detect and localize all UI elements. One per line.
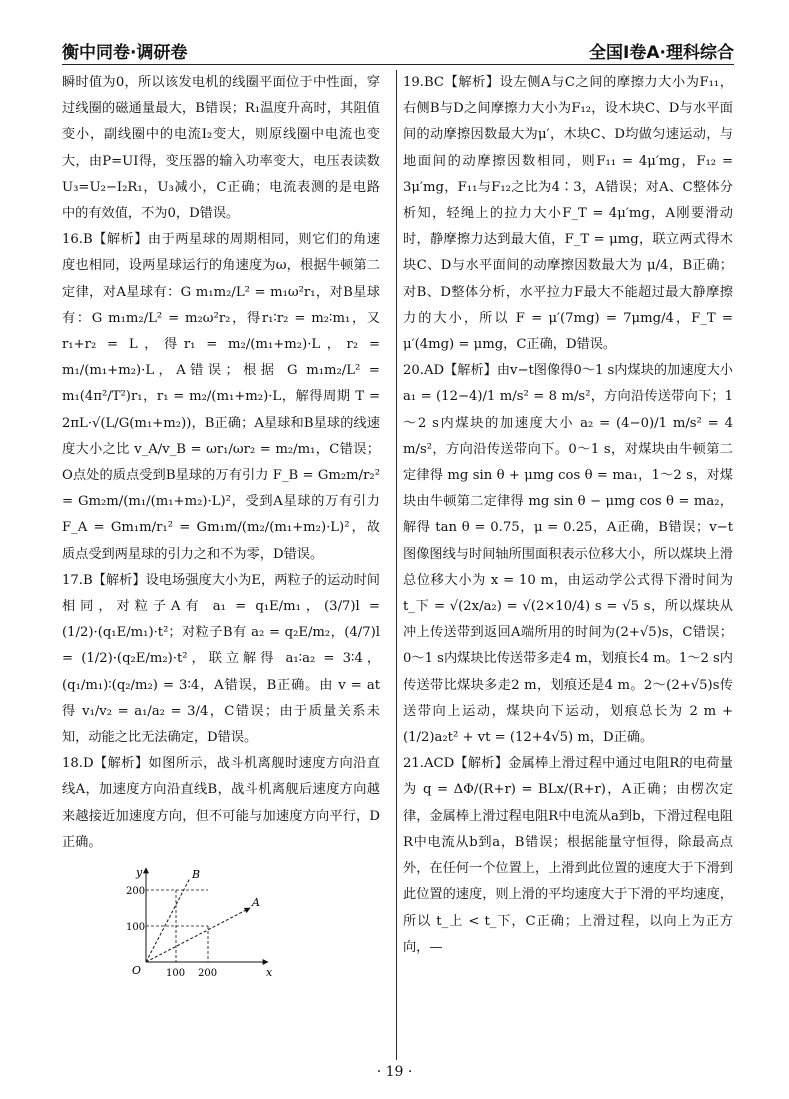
line-a-label: A <box>252 896 260 910</box>
q20-solution: 20.AD【解析】由v−t图像得0～1 s内煤块的加速度大小 a₁ = (12−4)/1 m/s² = 8 m/s²，方向沿传送带向下；1～2 s内煤块的加速度大小 a₂ = (4−0)/1 m/s² = 4 m/s²，方向沿传送带向下。0～1 s，对煤块由牛顿第二定律得 mg sin θ + μmg cos θ = ma₁，1～2 s，对煤块由牛顿第二定律得 mg sin θ − μmg cos θ = ma₂，解得 tan θ = 0.75，μ = 0.25，A正确，B错误；v−t图像图线与时间轴所围面积表示位移大小，所以煤块上滑总位移大小为 x = 10 m，由运动学公式得下滑时间为 t_下 = √(2x/a₂) = √(2×10/4) s = √5 s，所以煤块从冲上传送带到返回A端所用的时间为(2+√5)s，C错误；0～1 s内煤块比传送带多走4 m，划痕长4 m。1～2 s内传送带比煤块多走2 m，划痕还是4 m。2～(2+√5)s传送带向上运动，煤块向下运动，划痕总长为 2 m + (1/2)a₂t² + vt = (12+4√5) m，D正确。 <box>403 363 733 746</box>
page-header <box>62 34 734 65</box>
column-divider <box>396 70 397 1060</box>
q15-continued-text: 瞬时值为0，所以该发电机的线圈平面位于中性面，穿过线圈的磁通量最大，B错误；R₁温度升高时，其阻值变小，副线圈中的电流I₂变大，则原线圈中电流也变大，由P=UI得，变压器的输入功率变大，电压表读数U₃=U₂−I₂R₁，U₃减小，C正确；电流表测的是电路中的有效值，不为0，D错误。 <box>62 75 380 222</box>
q18-velocity-figure <box>126 862 276 982</box>
figure-origin-label: O <box>132 964 142 978</box>
figure-x-tick-label: 200 <box>198 968 218 980</box>
line-a <box>146 908 250 962</box>
figure-y-axis-label: y <box>136 866 143 880</box>
q19-solution: 19.BC【解析】设左侧A与C之间的摩擦力大小为F₁₁，右侧B与D之间摩擦力大小为F₁₂，设木块C、D与水平面间的动摩擦因数最大为μ′，木块C、D均做匀速运动，与地面间的动摩擦因数相同，则F₁₁ = 4μ′mg，F₁₂ = 3μ′mg，F₁₁与F₁₂之比为4∶3，A错误；对A、C整体分析知，轻绳上的拉力大小F_T = 4μ′mg，A刚要滑动时，静摩擦力达到最大值，F_T = μmg，联立两式得木块C、D与水平面间的动摩擦因数最大为 μ/4，B正确；对B、D整体分析，水平拉力F最大不能超过最大静摩擦力的大小，所以 F = μ′(7mg) = 7μmg/4，F_T = μ′(4mg) = μmg，C正确，D错误。 <box>403 75 733 353</box>
figure-y-tick-label: 100 <box>126 922 146 934</box>
right-column <box>403 70 733 961</box>
left-column <box>62 70 380 982</box>
q16-solution: 16.B【解析】由于两星球的周期相同，则它们的角速度也相同，设两星球运行的角速度为ω，根据牛顿第二定律，对A星球有：G m₁m₂/L² = m₁ω²r₁，对B星球有：G m₁m₂/L² = m₂ω²r₂，得r₁∶r₂ = m₂∶m₁，又r₁+r₂ = L，得r₁ = m₂/(m₁+m₂)·L，r₂ = m₁/(m₁+m₂)·L，A错误；根据 G m₁m₂/L² = m₁(4π²/T²)r₁，r₁ = m₂/(m₁+m₂)·L，解得周期 T = 2πL·√(L/G(m₁+m₂))，B正确；A星球和B星球的线速度大小之比 v_A/v_B = ωr₁/ωr₂ = m₂/m₁，C错误；O点处的质点受到B星球的万有引力 F_B = Gm₂m/r₂² = Gm₂m/(m₁/(m₁+m₂)·L)²，受到A星球的万有引力 F_A = Gm₁m/r₁² = Gm₁m/(m₂/(m₁+m₂)·L)²，故质点受到两星球的引力之和不为零，D错误。 <box>62 232 380 562</box>
line-b <box>146 878 190 962</box>
header-left-title: 衡中同卷·调研卷 <box>62 43 188 63</box>
header-right-title: 全国Ⅰ卷A·理科综合 <box>589 43 734 63</box>
page-number: · 19 · <box>376 1064 413 1080</box>
figure-y-tick-label: 200 <box>126 886 146 898</box>
line-b-label: B <box>192 868 201 882</box>
figure-x-tick-label: 100 <box>166 968 186 980</box>
q17-solution: 17.B【解析】设电场强度大小为E，两粒子的运动时间相同，对粒子A有 a₁ = q₁E/m₁，(3/7)l = (1/2)·(q₁E/m₁)·t²；对粒子B有 a₂ = q₂E/m₂，(4/7)l = (1/2)·(q₂E/m₂)·t²，联立解得 a₁∶a₂ = 3∶4，(q₁/m₁)∶(q₂/m₂) = 3∶4，A错误，B正确。由 v = at 得 v₁/v₂ = a₁/a₂ = 3/4，C错误；由于质量关系未知，动能之比无法确定，D错误。 <box>62 572 380 746</box>
q18-solution: 18.D【解析】如图所示，战斗机离舰时速度方向沿直线A，加速度方向沿直线B，战斗机离舰后速度方向越来越接近加速度方向，但不可能与加速度方向平行，D正确。 <box>62 756 380 850</box>
figure-x-axis-label: x <box>266 966 273 980</box>
q21-solution: 21.ACD【解析】金属棒上滑过程中通过电阻R的电荷量为 q = ΔΦ/(R+r) = BLx/(R+r)，A正确；由楞次定律，金属棒上滑过程电阻R中电流从a到b，下滑过程电阻R中电流从b到a，B错误；根据能量守恒得，除最高点外，在任何一个位置上，上滑到此位置的速度大于下滑到此位置的速度，则上滑的平均速度大于下滑的平均速度，所以 t_上 < t_下，C正确；上滑过程，以向上为正方向，— <box>403 756 733 955</box>
